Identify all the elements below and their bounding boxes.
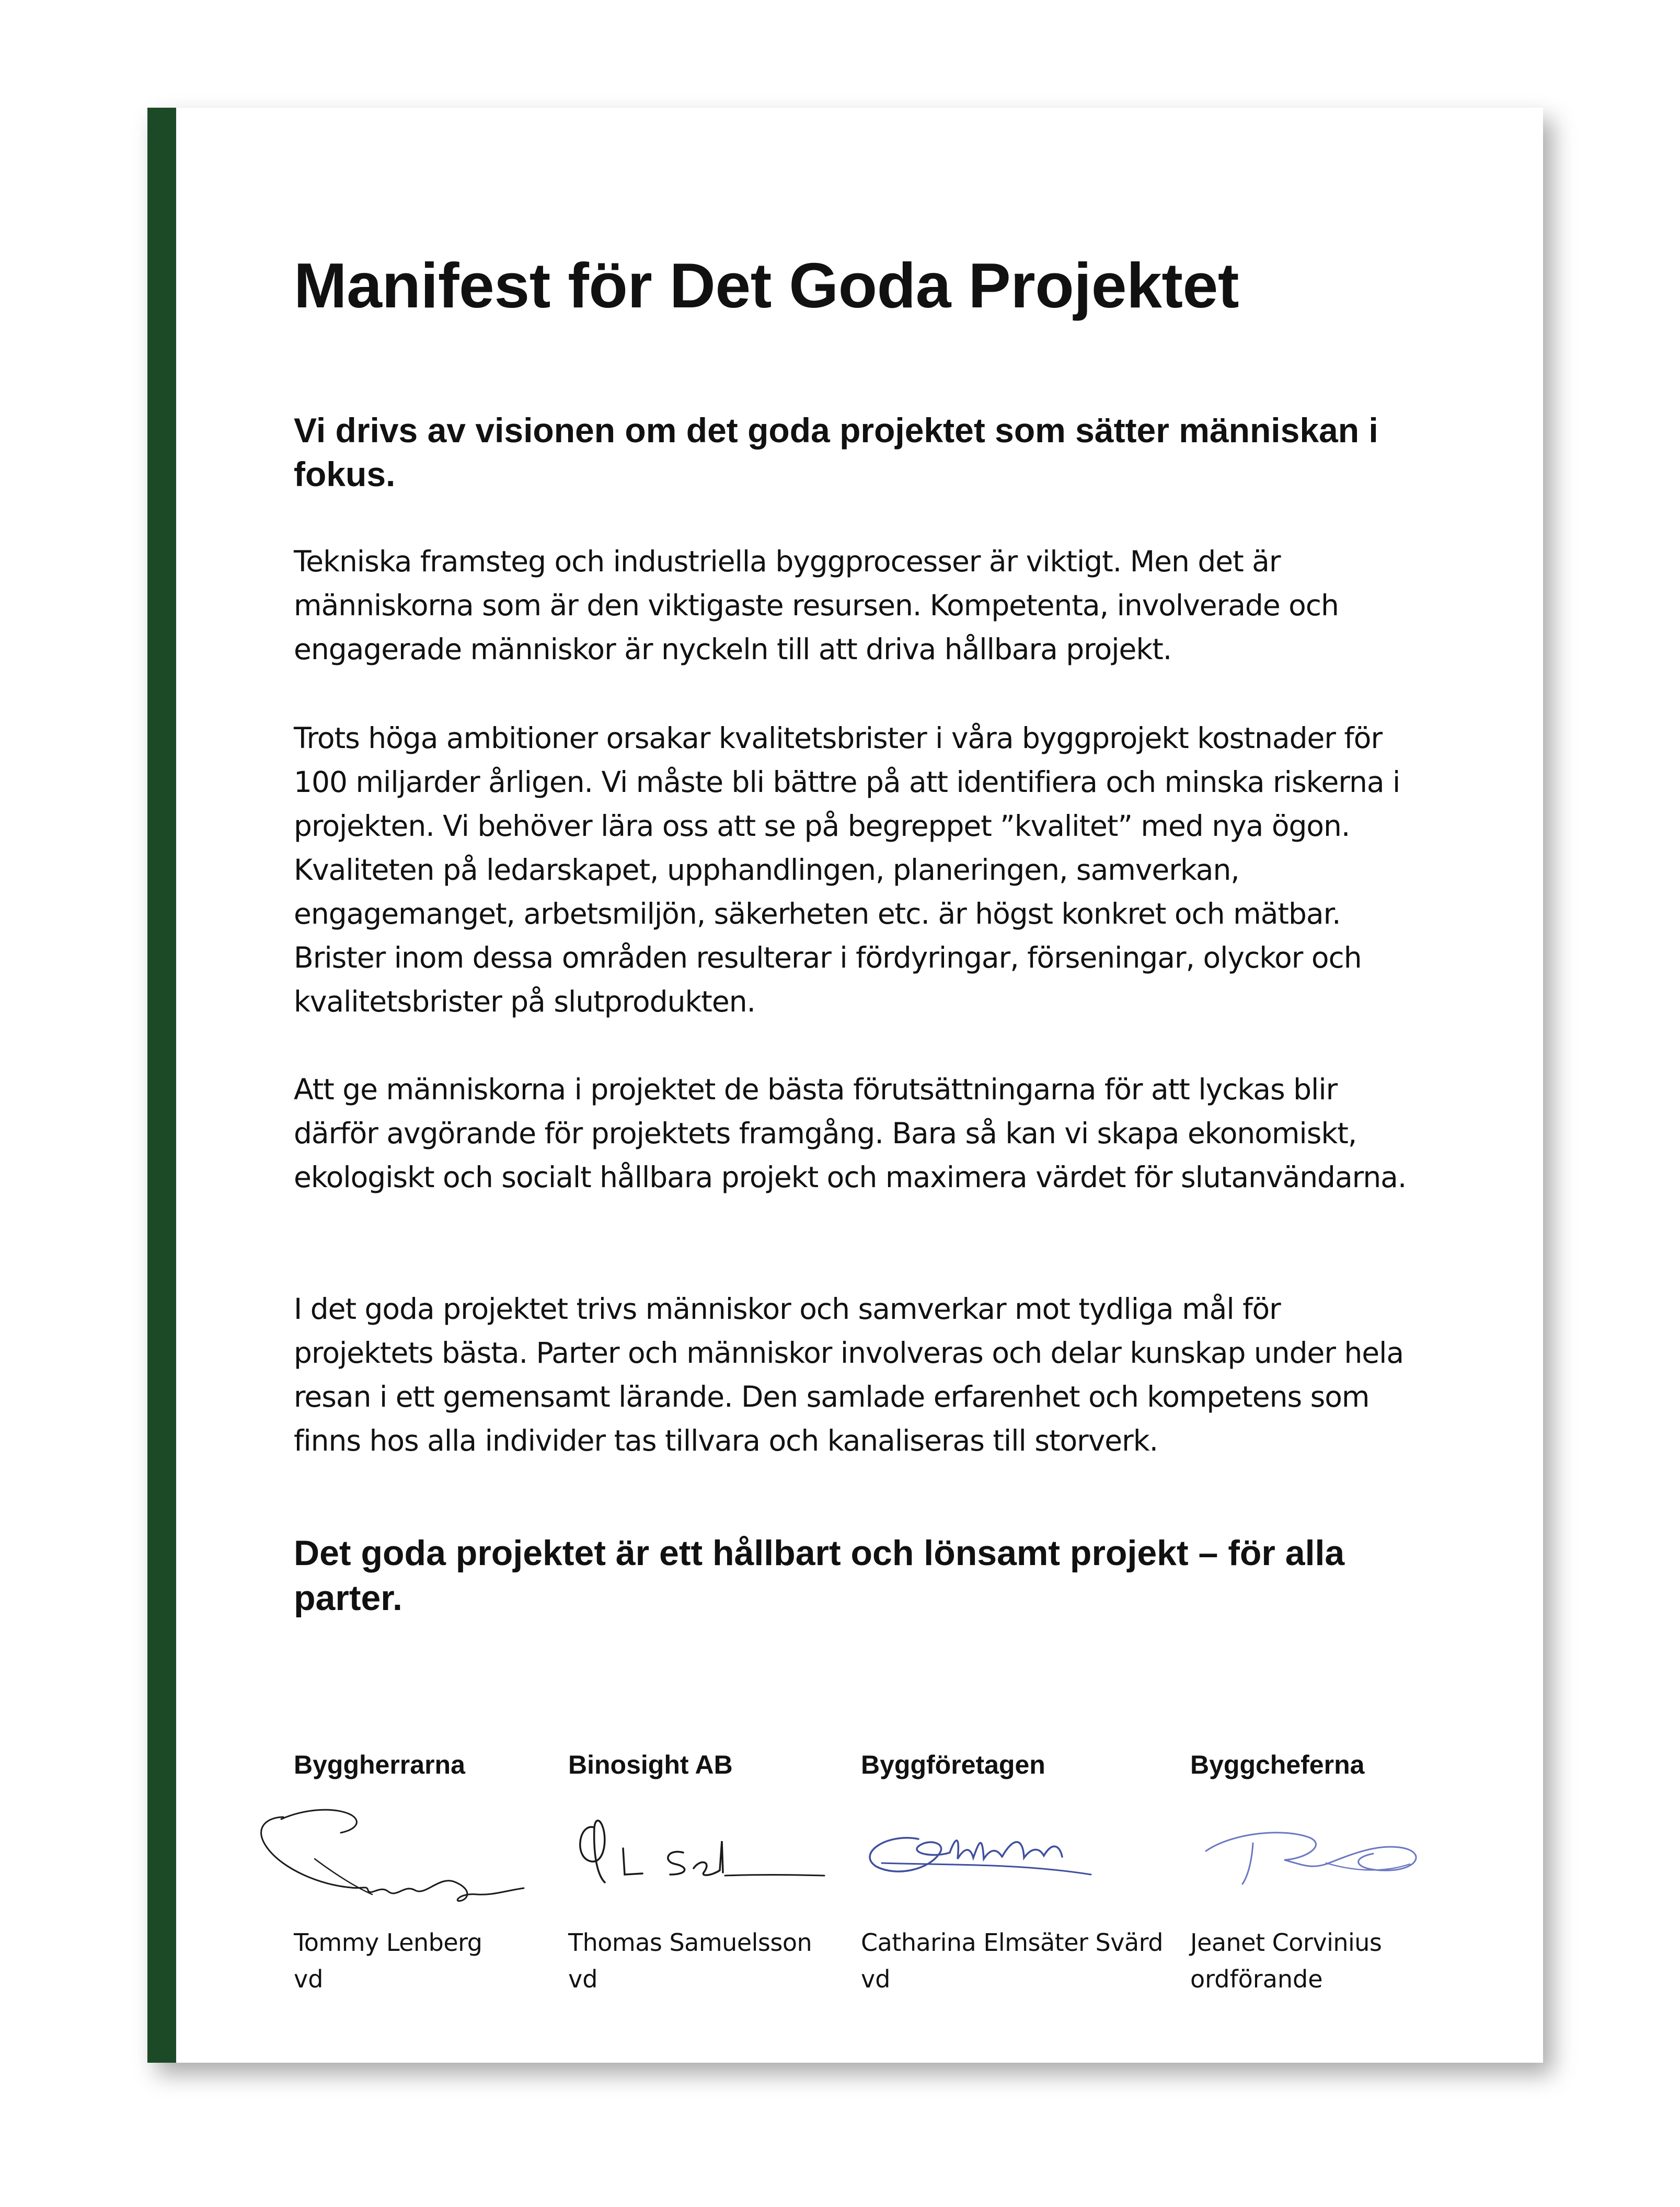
- accent-bar: [147, 108, 176, 2063]
- signatory-name: Tommy Lenberg: [294, 1928, 482, 1957]
- signatory-role: vd: [294, 1965, 324, 1993]
- manifest-page: [147, 108, 1543, 2063]
- signature-thomas-samuelsson: [505, 1796, 830, 1916]
- signatory-role: vd: [861, 1965, 891, 1993]
- signatory-name: Thomas Samuelsson: [568, 1928, 812, 1957]
- lead-statement: Vi drivs av visionen om det goda projektet som sätter människan i fokus.: [294, 411, 1378, 493]
- signatory-organization: Byggföretagen: [861, 1750, 1045, 1779]
- signature-catharina-elmsater-svard: [798, 1796, 1122, 1916]
- paragraph-collaboration: I det goda projektet trivs människor och samverkar mot tydliga mål för projektets bästa. Parter och människor involveras och delar kunskap under hela resan i ett gemensamt lärande. Den samlade erfarenhet och kompetens som finns hos alla individer tas tillvara och kanaliseras till storverk.: [294, 1292, 1404, 1457]
- paragraph-conditions: Att ge människorna i projektet de bästa förutsättningarna för att lyckas blir därför avgörande för projektets framgång. Bara så kan vi skapa ekonomiskt, ekologiskt och socialt hållbara projekt och maximera värdet för slutanvändarna.: [294, 1073, 1407, 1194]
- signatory-name: Jeanet Corvinius: [1190, 1928, 1382, 1957]
- paragraph-quality: Trots höga ambitioner orsakar kvalitetsbrister i våra byggprojekt kostnader för 100 miljarder årligen. Vi måste bli bättre på att identifiera och minska riskerna i projekten. Vi behöver lära oss att se på begreppet ”kvalitet” med nya ögon. Kvaliteten på ledarskapet, upphandlingen, planeringen, samverkan, engagemanget, arbetsmiljön, säkerheten etc. är högst konkret och mätbar. Brister inom dessa områden resulterar i fördyringar, förseningar, olyckor och kvalitetsbrister på slutprodukten.: [294, 721, 1400, 1018]
- closing-statement: Det goda projektet är ett hållbart och lönsamt projekt – för alla parter.: [294, 1533, 1345, 1618]
- signatory-role: ordförande: [1190, 1965, 1323, 1993]
- signature-jeanet-corvinius: [1127, 1796, 1452, 1916]
- signatory-role: vd: [568, 1965, 598, 1993]
- page-title: Manifest för Det Goda Projektet: [294, 250, 1239, 321]
- signatory-organization: Byggcheferna: [1190, 1750, 1365, 1779]
- signatory-organization: Binosight AB: [568, 1750, 733, 1779]
- signatory-organization: Byggherrarna: [294, 1750, 465, 1779]
- paragraph-technology: Tekniska framsteg och industriella byggprocesser är viktigt. Men det är människorna som är den viktigaste resursen. Kompetenta, involverade och engagerade människor är nyckeln till att driva hållbara projekt.: [294, 545, 1339, 666]
- signatory-name: Catharina Elmsäter Svärd: [861, 1928, 1163, 1957]
